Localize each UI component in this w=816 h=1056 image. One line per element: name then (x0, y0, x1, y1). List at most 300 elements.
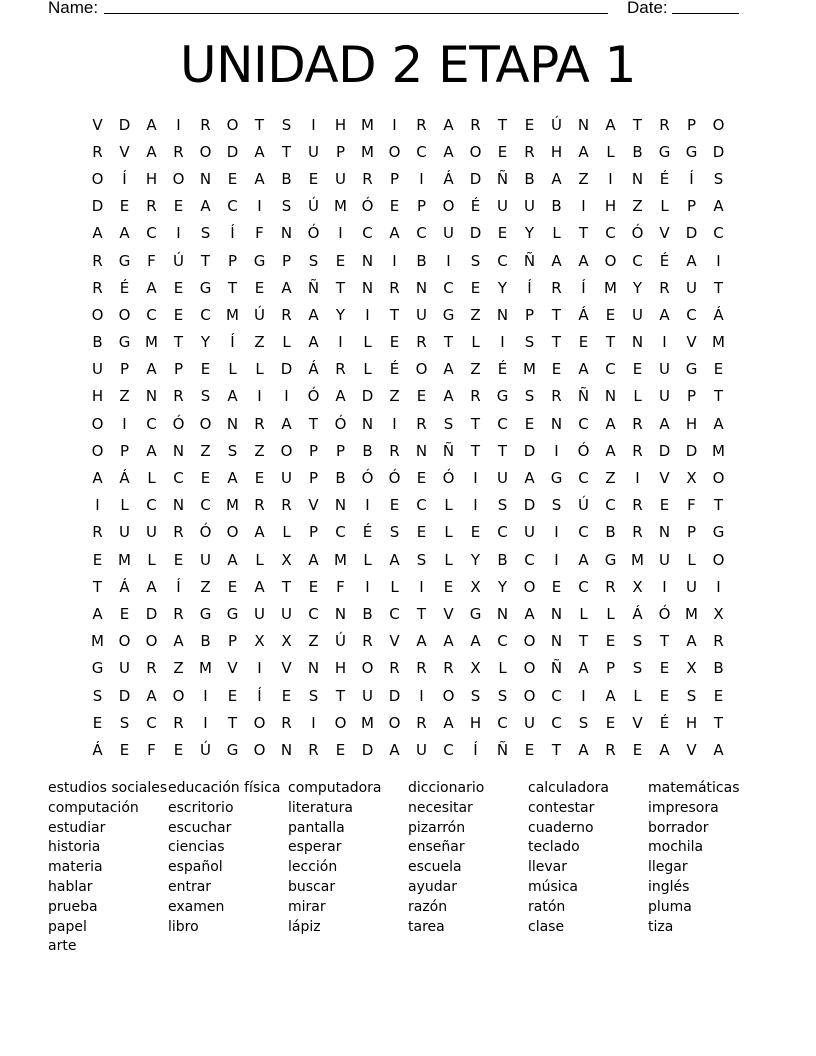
grid-letter: P (227, 251, 238, 270)
grid-letter: L (147, 469, 156, 488)
grid-letter: Z (605, 469, 616, 488)
grid-letter: H (145, 169, 158, 188)
grid-letter: I (203, 713, 208, 732)
grid-letter: C (578, 523, 589, 542)
grid-letter: L (444, 496, 453, 515)
grid-letter: X (686, 659, 697, 678)
grid-letter: D (658, 441, 671, 460)
grid-letter: A (578, 740, 589, 759)
grid-letter: I (635, 469, 640, 488)
grid-letter: R (416, 659, 427, 678)
grid-letter: O (226, 115, 239, 134)
word-list-item: razón (408, 898, 448, 915)
word-search-grid (84, 111, 734, 764)
grid-letter: E (470, 278, 481, 297)
grid-letter: N (307, 659, 320, 678)
grid-letter: F (687, 496, 696, 515)
grid-letter: I (554, 523, 559, 542)
grid-letter: E (524, 414, 535, 433)
grid-letter: A (92, 604, 103, 623)
grid-letter: E (578, 333, 589, 352)
word-list-item: mirar (288, 898, 326, 915)
grid-letter: P (605, 659, 616, 678)
grid-letter: I (338, 224, 343, 243)
grid-letter: E (173, 278, 184, 297)
grid-letter: C (578, 469, 589, 488)
grid-letter: S (578, 713, 589, 732)
grid-letter: É (659, 169, 670, 188)
grid-letter: R (443, 659, 454, 678)
grid-letter: N (415, 441, 428, 460)
grid-letter: A (605, 441, 616, 460)
grid-letter: U (119, 523, 130, 542)
grid-letter: I (365, 496, 370, 515)
grid-letter: Ú (308, 197, 319, 216)
word-list-item: tiza (648, 918, 674, 935)
grid-letter: R (416, 713, 427, 732)
grid-letter: U (92, 360, 103, 379)
grid-letter: D (712, 142, 725, 161)
grid-letter: M (145, 333, 158, 352)
grid-letter: V (632, 713, 643, 732)
grid-letter: R (389, 441, 400, 460)
grid-letter: G (91, 659, 104, 678)
grid-letter: U (281, 469, 292, 488)
grid-letter: D (280, 360, 293, 379)
grid-letter: X (470, 659, 481, 678)
grid-letter: O (253, 740, 266, 759)
grid-letter: A (308, 333, 319, 352)
grid-row (84, 165, 734, 192)
word-list-item: buscar (288, 878, 336, 895)
grid-letter: L (606, 142, 615, 161)
grid-letter: I (122, 414, 127, 433)
grid-letter: A (605, 115, 616, 134)
grid-letter: C (578, 414, 589, 433)
grid-letter: X (281, 550, 292, 569)
grid-letter: E (416, 469, 427, 488)
grid-letter: L (255, 360, 264, 379)
grid-letter: R (632, 496, 643, 515)
grid-letter: R (173, 523, 184, 542)
grid-letter: G (253, 251, 266, 270)
grid-letter: I (284, 387, 289, 406)
grid-letter: R (362, 632, 373, 651)
grid-row (84, 437, 734, 464)
grid-letter: N (496, 305, 509, 324)
grid-letter: D (523, 441, 536, 460)
grid-letter: A (578, 550, 589, 569)
grid-letter: X (686, 469, 697, 488)
grid-letter: U (308, 142, 319, 161)
grid-letter: C (416, 496, 427, 515)
grid-letter: R (632, 523, 643, 542)
grid-letter: B (551, 197, 562, 216)
grid-letter: X (470, 577, 481, 596)
grid-letter: Ó (199, 523, 212, 542)
grid-letter: S (308, 251, 319, 270)
grid-letter: C (416, 224, 427, 243)
grid-letter: L (282, 523, 291, 542)
grid-letter: É (497, 360, 508, 379)
grid-letter: C (308, 604, 319, 623)
grid-letter: B (416, 251, 427, 270)
grid-letter: D (469, 169, 482, 188)
grid-letter: S (389, 523, 400, 542)
grid-letter: A (713, 414, 724, 433)
grid-letter: C (146, 496, 157, 515)
grid-row (84, 682, 734, 709)
grid-letter: E (659, 496, 670, 515)
grid-letter: P (686, 115, 697, 134)
grid-letter: G (442, 305, 455, 324)
grid-letter: A (200, 197, 211, 216)
grid-letter: V (227, 659, 238, 678)
grid-letter: E (308, 169, 319, 188)
grid-letter: X (281, 632, 292, 651)
grid-letter: B (335, 469, 346, 488)
grid-letter: R (551, 387, 562, 406)
grid-row (84, 356, 734, 383)
grid-letter: I (392, 251, 397, 270)
word-list-item: examen (168, 898, 225, 915)
grid-letter: V (389, 632, 400, 651)
grid-letter: I (473, 469, 478, 488)
grid-letter: Á (713, 305, 724, 324)
grid-letter: A (308, 550, 319, 569)
grid-letter: S (632, 632, 643, 651)
grid-letter: E (200, 469, 211, 488)
grid-letter: Z (632, 197, 643, 216)
grid-letter: Y (524, 224, 535, 243)
grid-letter: U (200, 550, 211, 569)
word-list-item: entrar (168, 878, 212, 895)
grid-letter: Z (200, 577, 211, 596)
word-list-item: español (168, 859, 223, 876)
grid-letter: R (335, 360, 346, 379)
grid-letter: E (281, 686, 292, 705)
grid-row (84, 464, 734, 491)
grid-letter: V (308, 496, 319, 515)
grid-letter: R (389, 659, 400, 678)
grid-letter: N (658, 523, 671, 542)
word-list-item: computadora (288, 780, 382, 796)
grid-letter: G (712, 523, 725, 542)
grid-letter: F (147, 740, 156, 759)
grid-letter: V (443, 604, 454, 623)
grid-letter: E (173, 550, 184, 569)
word-list-item: necesitar (408, 799, 473, 816)
grid-letter: U (659, 387, 670, 406)
grid-letter: S (227, 441, 238, 460)
word-list-item: papel (48, 918, 87, 935)
grid-row (84, 519, 734, 546)
grid-letter: Í (257, 686, 262, 705)
grid-letter: N (145, 387, 158, 406)
grid-letter: S (497, 686, 508, 705)
grid-letter: R (605, 577, 616, 596)
grid-letter: D (388, 686, 401, 705)
grid-letter: Á (443, 169, 454, 188)
grid-letter: A (92, 469, 103, 488)
grid-letter: F (255, 224, 264, 243)
grid-letter: N (550, 414, 563, 433)
grid-letter: D (523, 496, 536, 515)
date-label: Date: (627, 0, 668, 17)
page-title: UNIDAD 2 ETAPA 1 (180, 36, 636, 94)
grid-row (84, 546, 734, 573)
grid-letter: T (551, 740, 562, 759)
grid-letter: O (523, 686, 536, 705)
grid-letter: Í (689, 169, 694, 188)
grid-letter: S (551, 496, 562, 515)
grid-letter: L (282, 333, 291, 352)
grid-letter: N (361, 278, 374, 297)
grid-row (84, 301, 734, 328)
word-list-item: cuaderno (528, 819, 594, 836)
grid-letter: Í (122, 169, 127, 188)
word-list-item: estudios sociales (48, 780, 168, 796)
word-list-item: contestar (528, 799, 595, 816)
grid-letter: Ó (361, 469, 374, 488)
grid-letter: A (578, 142, 589, 161)
grid-letter: C (146, 305, 157, 324)
grid-letter: I (257, 197, 262, 216)
word-list-item: esperar (288, 839, 342, 856)
grid-letter: R (92, 278, 103, 297)
grid-letter: S (713, 169, 724, 188)
grid-letter: E (173, 305, 184, 324)
grid-letter: L (147, 550, 156, 569)
grid-letter: R (632, 414, 643, 433)
grid-letter: Ú (254, 305, 265, 324)
grid-letter: A (605, 414, 616, 433)
grid-letter: G (604, 550, 617, 569)
grid-letter: T (443, 333, 454, 352)
grid-letter: R (713, 632, 724, 651)
grid-letter: C (524, 550, 535, 569)
grid-letter: O (712, 469, 725, 488)
grid-letter: E (416, 523, 427, 542)
grid-letter: R (92, 523, 103, 542)
grid-letter: Z (200, 441, 211, 460)
grid-letter: C (362, 224, 373, 243)
grid-letter: R (200, 115, 211, 134)
grid-letter: E (308, 577, 319, 596)
grid-letter: T (335, 278, 346, 297)
grid-letter: U (335, 169, 346, 188)
grid-letter: P (308, 441, 319, 460)
grid-letter: E (119, 740, 130, 759)
grid-letter: A (281, 414, 292, 433)
grid-letter: I (662, 577, 667, 596)
grid-letter: E (173, 197, 184, 216)
grid-letter: P (173, 360, 184, 379)
grid-letter: I (554, 550, 559, 569)
grid-letter: N (172, 441, 185, 460)
grid-letter: A (578, 360, 589, 379)
grid-row (84, 600, 734, 627)
grid-letter: O (172, 686, 185, 705)
grid-letter: L (579, 604, 588, 623)
grid-letter: Í (176, 577, 181, 596)
grid-letter: V (659, 224, 670, 243)
grid-letter: U (281, 604, 292, 623)
grid-letter: A (605, 686, 616, 705)
grid-letter: M (199, 659, 212, 678)
grid-letter: U (254, 604, 265, 623)
grid-letter: U (497, 197, 508, 216)
grid-letter: T (308, 414, 319, 433)
grid-letter: I (203, 686, 208, 705)
word-list-item: materia (48, 859, 103, 876)
grid-letter: P (308, 469, 319, 488)
grid-letter: Á (308, 360, 319, 379)
grid-letter: M (631, 550, 644, 569)
grid-letter: D (118, 686, 131, 705)
grid-letter: F (147, 251, 156, 270)
grid-letter: U (497, 469, 508, 488)
grid-letter: Z (254, 333, 265, 352)
grid-letter: A (659, 414, 670, 433)
grid-letter: L (606, 604, 615, 623)
grid-letter: C (605, 496, 616, 515)
grid-letter: G (685, 360, 698, 379)
grid-row (84, 111, 734, 138)
grid-letter: O (280, 441, 293, 460)
grid-letter: L (363, 360, 372, 379)
grid-letter: Í (230, 224, 235, 243)
grid-letter: R (281, 713, 292, 732)
grid-letter: U (686, 278, 697, 297)
grid-letter: I (311, 115, 316, 134)
grid-letter: E (254, 469, 265, 488)
grid-letter: S (443, 414, 454, 433)
grid-row (84, 655, 734, 682)
grid-letter: A (578, 251, 589, 270)
grid-letter: O (469, 142, 482, 161)
grid-letter: L (363, 333, 372, 352)
grid-letter: R (524, 142, 535, 161)
grid-letter: Ñ (442, 441, 455, 460)
grid-letter: S (524, 333, 535, 352)
grid-letter: A (551, 251, 562, 270)
grid-letter: C (605, 360, 616, 379)
grid-letter: L (390, 577, 399, 596)
grid-letter: I (392, 115, 397, 134)
grid-letter: S (281, 115, 292, 134)
grid-letter: A (686, 632, 697, 651)
grid-letter: E (416, 387, 427, 406)
grid-letter: O (118, 632, 131, 651)
grid-letter: I (365, 577, 370, 596)
grid-letter: A (227, 387, 238, 406)
grid-letter: L (660, 197, 669, 216)
grid-letter: O (712, 550, 725, 569)
grid-letter: I (716, 251, 721, 270)
grid-letter: A (713, 197, 724, 216)
grid-letter: T (713, 278, 724, 297)
grid-row (84, 709, 734, 736)
grid-letter: V (281, 659, 292, 678)
grid-letter: A (389, 740, 400, 759)
grid-letter: Á (119, 469, 130, 488)
grid-letter: E (659, 686, 670, 705)
grid-letter: B (362, 441, 373, 460)
grid-letter: G (550, 469, 563, 488)
grid-letter: C (146, 224, 157, 243)
grid-letter: X (254, 632, 265, 651)
grid-letter: O (604, 251, 617, 270)
grid-letter: C (551, 686, 562, 705)
grid-row (84, 736, 734, 763)
grid-row (84, 628, 734, 655)
grid-letter: A (443, 387, 454, 406)
grid-letter: V (686, 333, 697, 352)
grid-letter: Í (230, 333, 235, 352)
grid-letter: A (146, 360, 157, 379)
grid-letter: C (497, 632, 508, 651)
grid-letter: P (119, 360, 130, 379)
grid-letter: Ó (388, 469, 401, 488)
grid-letter: M (712, 333, 725, 352)
grid-letter: S (281, 197, 292, 216)
grid-letter: C (497, 251, 508, 270)
grid-letter: I (419, 686, 424, 705)
grid-letter: P (308, 523, 319, 542)
grid-letter: A (281, 278, 292, 297)
grid-letter: L (363, 550, 372, 569)
grid-letter: G (199, 278, 212, 297)
grid-letter: O (415, 360, 428, 379)
grid-letter: É (470, 197, 481, 216)
grid-letter: H (334, 115, 347, 134)
grid-letter: I (581, 686, 586, 705)
grid-letter: Z (578, 169, 589, 188)
grid-letter: O (712, 115, 725, 134)
grid-letter: E (551, 577, 562, 596)
grid-letter: M (685, 604, 698, 623)
grid-letter: N (280, 740, 293, 759)
grid-letter: Ñ (577, 387, 590, 406)
grid-letter: F (336, 577, 345, 596)
grid-letter: A (227, 550, 238, 569)
grid-letter: M (226, 496, 239, 515)
grid-letter: A (578, 659, 589, 678)
grid-letter: B (524, 169, 535, 188)
grid-letter: O (361, 659, 374, 678)
grid-letter: N (334, 496, 347, 515)
grid-letter: E (713, 686, 724, 705)
grid-row (84, 247, 734, 274)
grid-letter: A (308, 305, 319, 324)
grid-letter: L (228, 360, 237, 379)
grid-letter: A (659, 305, 670, 324)
grid-letter: S (470, 686, 481, 705)
grid-letter: B (281, 169, 292, 188)
grid-letter: I (419, 577, 424, 596)
word-list-item: borrador (648, 819, 709, 836)
grid-letter: R (470, 115, 481, 134)
grid-letter: R (632, 441, 643, 460)
grid-letter: A (686, 251, 697, 270)
grid-letter: T (389, 305, 400, 324)
word-list-item: estudiar (48, 819, 106, 836)
grid-letter: Ú (173, 251, 184, 270)
word-list-item: escritorio (168, 799, 234, 816)
grid-letter: E (389, 333, 400, 352)
grid-letter: R (146, 197, 157, 216)
